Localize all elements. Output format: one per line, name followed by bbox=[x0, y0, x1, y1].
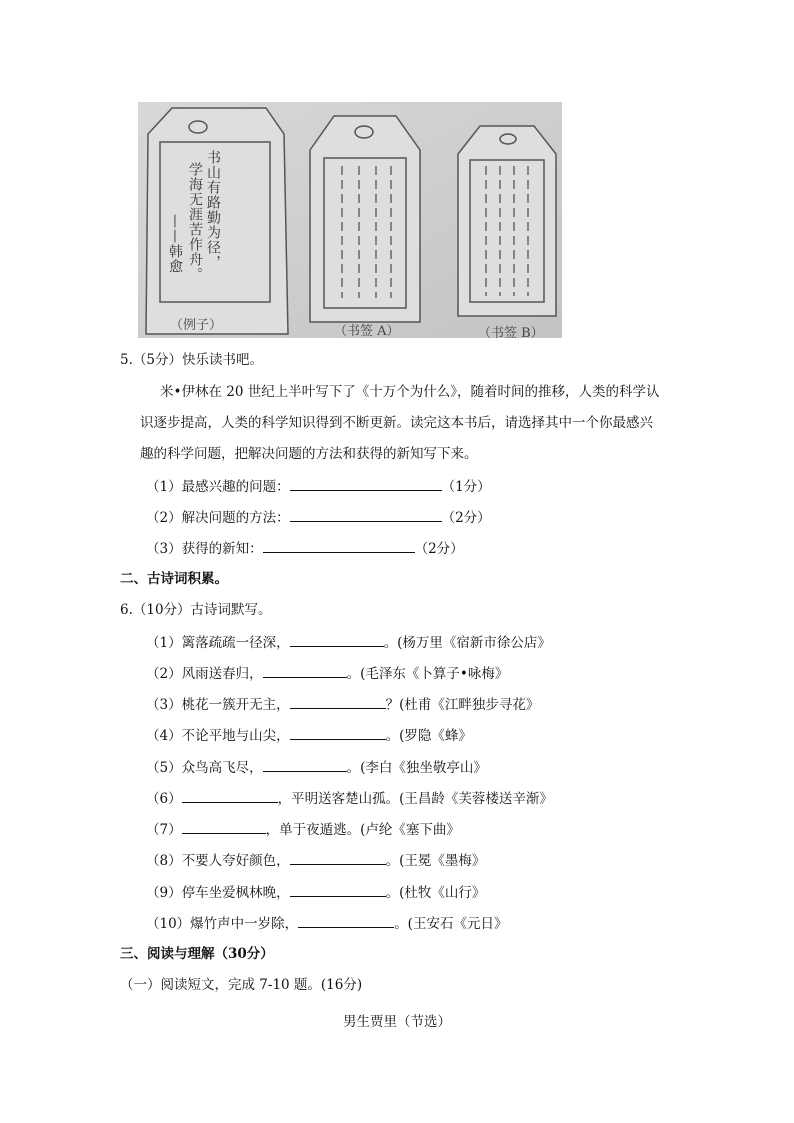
q5-item-score: （2分） bbox=[414, 541, 464, 557]
q5-para-line1: 米•伊林在 20 世纪上半叶写下了《十万个为什么》，随着时间的推移，人类的科学认 bbox=[160, 384, 660, 400]
q5-item-score: （1分） bbox=[441, 479, 491, 495]
q6-item-10 bbox=[146, 913, 507, 934]
q5-item-label: （2）解决问题的方法： bbox=[146, 510, 290, 526]
poem-prefix: （2）风雨送春归， bbox=[146, 666, 263, 682]
answer-blank[interactable] bbox=[290, 882, 386, 897]
poem-suffix: 。(毛泽东《卜算子•咏梅》 bbox=[346, 666, 509, 682]
poem-prefix: （3）桃花一簇开无主， bbox=[146, 697, 290, 713]
answer-blank[interactable] bbox=[263, 663, 347, 678]
bookmark-photo bbox=[138, 102, 562, 338]
example-poem-line1: 书山有路勤为径， bbox=[205, 150, 221, 270]
answer-blank[interactable] bbox=[290, 476, 442, 491]
poem-suffix: 。(李白《独坐敬亭山》 bbox=[346, 760, 487, 776]
poem-suffix: 。(王冕《墨梅》 bbox=[385, 853, 486, 869]
poem-prefix: （5）众鸟高飞尽， bbox=[146, 760, 263, 776]
q6-item-1 bbox=[146, 632, 551, 653]
q6-item-8 bbox=[146, 850, 485, 871]
q5-item-score: （2分） bbox=[441, 510, 491, 526]
q6-item-4 bbox=[146, 725, 472, 746]
poem-suffix: 。(罗隐《蜂》 bbox=[385, 728, 472, 744]
poem-suffix: 。(杜牧《山行》 bbox=[385, 885, 486, 901]
q6-item-3 bbox=[146, 694, 539, 715]
answer-blank[interactable] bbox=[263, 757, 347, 772]
poem-prefix: （6） bbox=[146, 791, 182, 807]
answer-blank[interactable] bbox=[182, 788, 278, 803]
section-3-title: 三、阅读与理解（30分） bbox=[120, 946, 274, 962]
poem-prefix: （9）停车坐爱枫林晚， bbox=[146, 885, 290, 901]
answer-blank[interactable] bbox=[290, 694, 386, 709]
answer-blank[interactable] bbox=[263, 538, 415, 553]
answer-blank[interactable] bbox=[290, 507, 442, 522]
q6-item-5 bbox=[146, 757, 487, 778]
answer-blank[interactable] bbox=[182, 819, 266, 834]
caption-example: （例子） bbox=[170, 318, 223, 333]
q5-title: 5.（5分）快乐读书吧。 bbox=[120, 352, 263, 368]
caption-bookmark-a: （书签 A） bbox=[334, 324, 400, 338]
q5-item-1 bbox=[146, 476, 491, 497]
section-3-subtitle: （一）阅读短文，完成 7-10 题。(16分) bbox=[120, 977, 363, 993]
q5-para-line2: 识逐步提高，人类的科学知识得到不断更新。读完这本书后，请选择其中一个你最感兴 bbox=[140, 415, 653, 431]
poem-prefix: （1）篱落疏疏一径深， bbox=[146, 635, 290, 651]
poem-prefix: （8）不要人夸好颜色， bbox=[146, 853, 290, 869]
poem-suffix: ，平明送客楚山孤。(王昌龄《芙蓉楼送辛渐》 bbox=[277, 791, 553, 807]
poem-suffix: ？(杜甫《江畔独步寻花》 bbox=[385, 697, 540, 713]
q6-item-6 bbox=[146, 788, 553, 809]
q6-item-2 bbox=[146, 663, 508, 684]
answer-blank[interactable] bbox=[290, 632, 384, 647]
poem-suffix: 。(杨万里《宿新市徐公店》 bbox=[383, 635, 551, 651]
poem-prefix: （4）不论平地与山尖， bbox=[146, 728, 290, 744]
example-poem-line2: 学海无涯苦作舟。 bbox=[187, 162, 203, 282]
q5-item-label: （1）最感兴趣的问题： bbox=[146, 479, 290, 495]
example-author: ——韩愈 bbox=[167, 214, 183, 274]
q6-item-7 bbox=[146, 819, 460, 840]
q6-title: 6.（10分）古诗词默写。 bbox=[120, 602, 272, 618]
caption-bookmark-b: （书签 B） bbox=[478, 326, 544, 338]
q6-item-9 bbox=[146, 882, 485, 903]
poem-prefix: （10）爆竹声中一岁除， bbox=[146, 916, 299, 932]
poem-suffix: 。(王安石《元日》 bbox=[394, 916, 508, 932]
q5-item-2 bbox=[146, 507, 491, 528]
article-title: 男生贾里（节选） bbox=[343, 1014, 451, 1030]
poem-prefix: （7） bbox=[146, 822, 182, 838]
answer-blank[interactable] bbox=[290, 725, 386, 740]
poem-suffix: ，单于夜遁逃。(卢纶《塞下曲》 bbox=[265, 822, 460, 838]
answer-blank[interactable] bbox=[290, 850, 386, 865]
q5-para-line3: 趣的科学问题，把解决问题的方法和获得的新知写下来。 bbox=[140, 446, 478, 462]
q5-item-label: （3）获得的新知： bbox=[146, 541, 263, 557]
q5-item-3 bbox=[146, 538, 464, 559]
answer-blank[interactable] bbox=[298, 913, 394, 928]
section-2-title: 二、古诗词积累。 bbox=[120, 571, 228, 587]
